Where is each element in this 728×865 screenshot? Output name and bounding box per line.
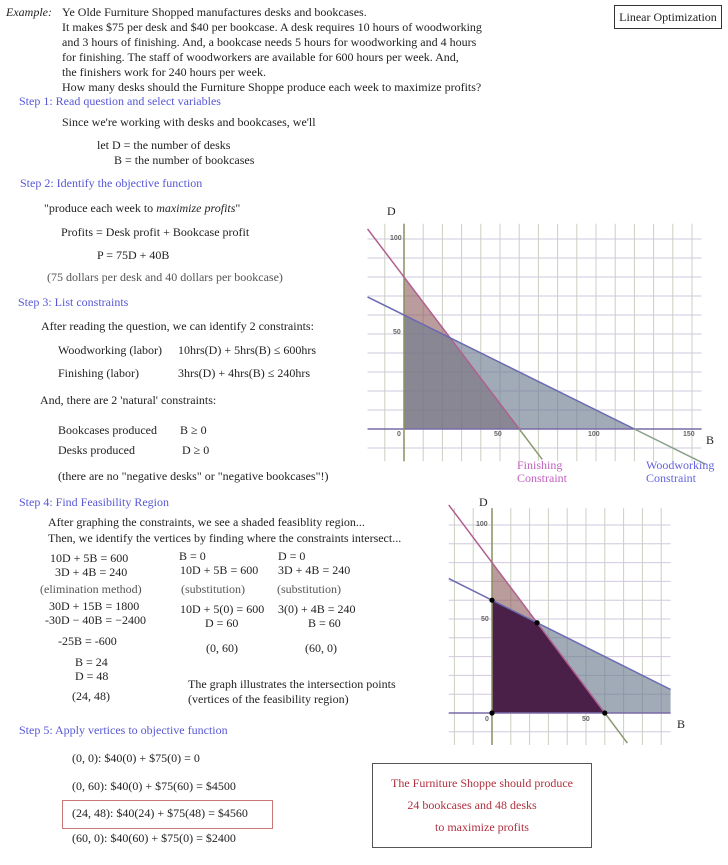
natural-name: Bookcases produced (58, 423, 157, 437)
quote-end: " (235, 201, 241, 215)
vertex-point: (0, 60) (206, 641, 238, 655)
graph-note: The graph illustrates the intersection points (188, 677, 396, 691)
title-badge: Linear Optimization (614, 5, 722, 29)
subst-eq: B = 0 (179, 549, 206, 563)
example-line: the finishers work for 240 hours per week. (62, 65, 266, 79)
example-line: It makes $75 per desk and $40 per bookcase. A desk requires 10 hours of woodworking (62, 20, 482, 34)
elim-eq: -25B = -600 (58, 634, 117, 648)
subst-eq: B = 60 (308, 616, 341, 630)
vertex-dot (489, 598, 494, 603)
result-line: The Furniture Shoppe should produce (391, 776, 573, 790)
tick-label: 100 (588, 431, 600, 438)
graph1-x-axis-label: B (706, 433, 715, 447)
vertex-dot (535, 620, 540, 625)
vertex-point: (60, 0) (305, 641, 337, 655)
step4-intro: Then, we identify the vertices by finding where the constraints intersect... (48, 531, 402, 545)
variable-b: B = the number of bookcases (114, 153, 255, 167)
step3-heading: Step 3: List constraints (18, 295, 129, 309)
subst-method: (substitution) (277, 582, 342, 596)
tick-label: 50 (582, 716, 590, 723)
objective-note: (75 dollars per desk and 40 dollars per bookcase) (47, 270, 283, 284)
step1-intro: Since we're working with desks and bookcases, we'll (62, 115, 316, 129)
elim-eq: -30D − 40B = −2400 (45, 613, 146, 627)
graph2-y-axis-label: D (479, 495, 488, 509)
evaluation-row-best: (24, 48): $40(24) + $75(48) = $4560 (72, 806, 248, 820)
elim-method: (elimination method) (40, 582, 142, 596)
graph1-y-axis-label: D (387, 204, 396, 218)
tick-label: 50 (481, 616, 489, 623)
elim-eq: B = 24 (75, 655, 108, 669)
constraint-expr: 3hrs(D) + 4hrs(B) ≤ 240hrs (178, 366, 311, 380)
vertex-dot (489, 710, 494, 715)
step3-intro: After reading the question, we can identify 2 constraints: (41, 319, 314, 333)
objective-quote (44, 201, 240, 216)
profits-definition: Profits = Desk profit + Bookcase profit (61, 225, 250, 239)
example-line: and 3 hours of finishing. And, a bookcase needs 5 hours for woodworking and 4 hours (62, 35, 477, 49)
step2-heading: Step 2: Identify the objective function (20, 176, 203, 190)
result-line: 24 bookcases and 48 desks (407, 798, 537, 812)
finishing-label: Finishing (517, 458, 563, 472)
vertex-dot (602, 710, 607, 715)
constraint-name: Finishing (labor) (58, 366, 139, 380)
subst-eq: 3D + 4B = 240 (278, 563, 351, 577)
quote-start: "produce each week to (44, 201, 157, 215)
graph2-x-axis-label: B (677, 717, 686, 731)
objective-formula: P = 75D + 40B (97, 248, 170, 262)
step4-heading: Step 4: Find Feasibility Region (19, 495, 170, 509)
tick-label: 100 (476, 521, 488, 528)
constraint-name: Woodworking (labor) (58, 343, 163, 357)
step1-heading: Step 1: Read question and select variables (19, 94, 221, 108)
example-line: for finishing. The staff of woodworkers are available for 600 hours per week. And, (62, 50, 459, 64)
tick-label: 50 (494, 431, 502, 438)
elim-eq: 10D + 5B = 600 (50, 551, 129, 565)
quote-emphasis: maximize profits (156, 201, 236, 215)
subst-eq: 3(0) + 4B = 240 (278, 602, 356, 616)
elim-eq: 3D + 4B = 240 (55, 565, 128, 579)
result-line: to maximize profits (435, 820, 529, 834)
finishing-label: Constraint (517, 471, 567, 485)
woodworking-label: Constraint (646, 471, 696, 485)
example-line: How many desks should the Furniture Shoppe produce each week to maximize profits? (62, 80, 482, 94)
natural-intro: And, there are 2 'natural' constraints: (40, 393, 217, 407)
example-line: Ye Olde Furniture Shopped manufactures desks and bookcases. (62, 5, 367, 19)
elim-eq: D = 48 (75, 669, 109, 683)
graph-note: (vertices of the feasibility region) (188, 692, 349, 706)
evaluation-row: (60, 0): $40(60) + $75(0) = $2400 (72, 831, 236, 845)
subst-method: (substitution) (181, 582, 246, 596)
tick-label: 0 (397, 431, 401, 438)
example-label: Example: (6, 5, 52, 19)
elim-eq: 30D + 15B = 1800 (49, 599, 140, 613)
step5-heading: Step 5: Apply vertices to objective function (19, 723, 228, 737)
tick-label: 100 (390, 235, 402, 242)
subst-eq: D = 60 (205, 616, 239, 630)
step3-note: (there are no "negative desks" or "negative bookcases"!) (58, 469, 329, 483)
natural-expr: D ≥ 0 (182, 443, 210, 457)
tick-label: 50 (393, 329, 401, 336)
woodworking-label: Woodworking (646, 458, 715, 472)
evaluation-row: (0, 60): $40(0) + $75(60) = $4500 (72, 779, 236, 793)
natural-name: Desks produced (58, 443, 135, 457)
subst-eq: D = 0 (278, 549, 306, 563)
tick-label: 0 (485, 716, 489, 723)
evaluation-row: (0, 0): $40(0) + $75(0) = 0 (72, 751, 200, 765)
subst-eq: 10D + 5B = 600 (180, 563, 259, 577)
vertex-point: (24, 48) (72, 689, 110, 703)
subst-eq: 10D + 5(0) = 600 (180, 602, 265, 616)
tick-label: 150 (683, 431, 695, 438)
variable-d: let D = the number of desks (97, 138, 231, 152)
constraint-expr: 10hrs(D) + 5hrs(B) ≤ 600hrs (178, 343, 317, 357)
natural-expr: B ≥ 0 (180, 423, 207, 437)
step4-intro: After graphing the constraints, we see a shaded feasiblity region... (48, 515, 365, 529)
